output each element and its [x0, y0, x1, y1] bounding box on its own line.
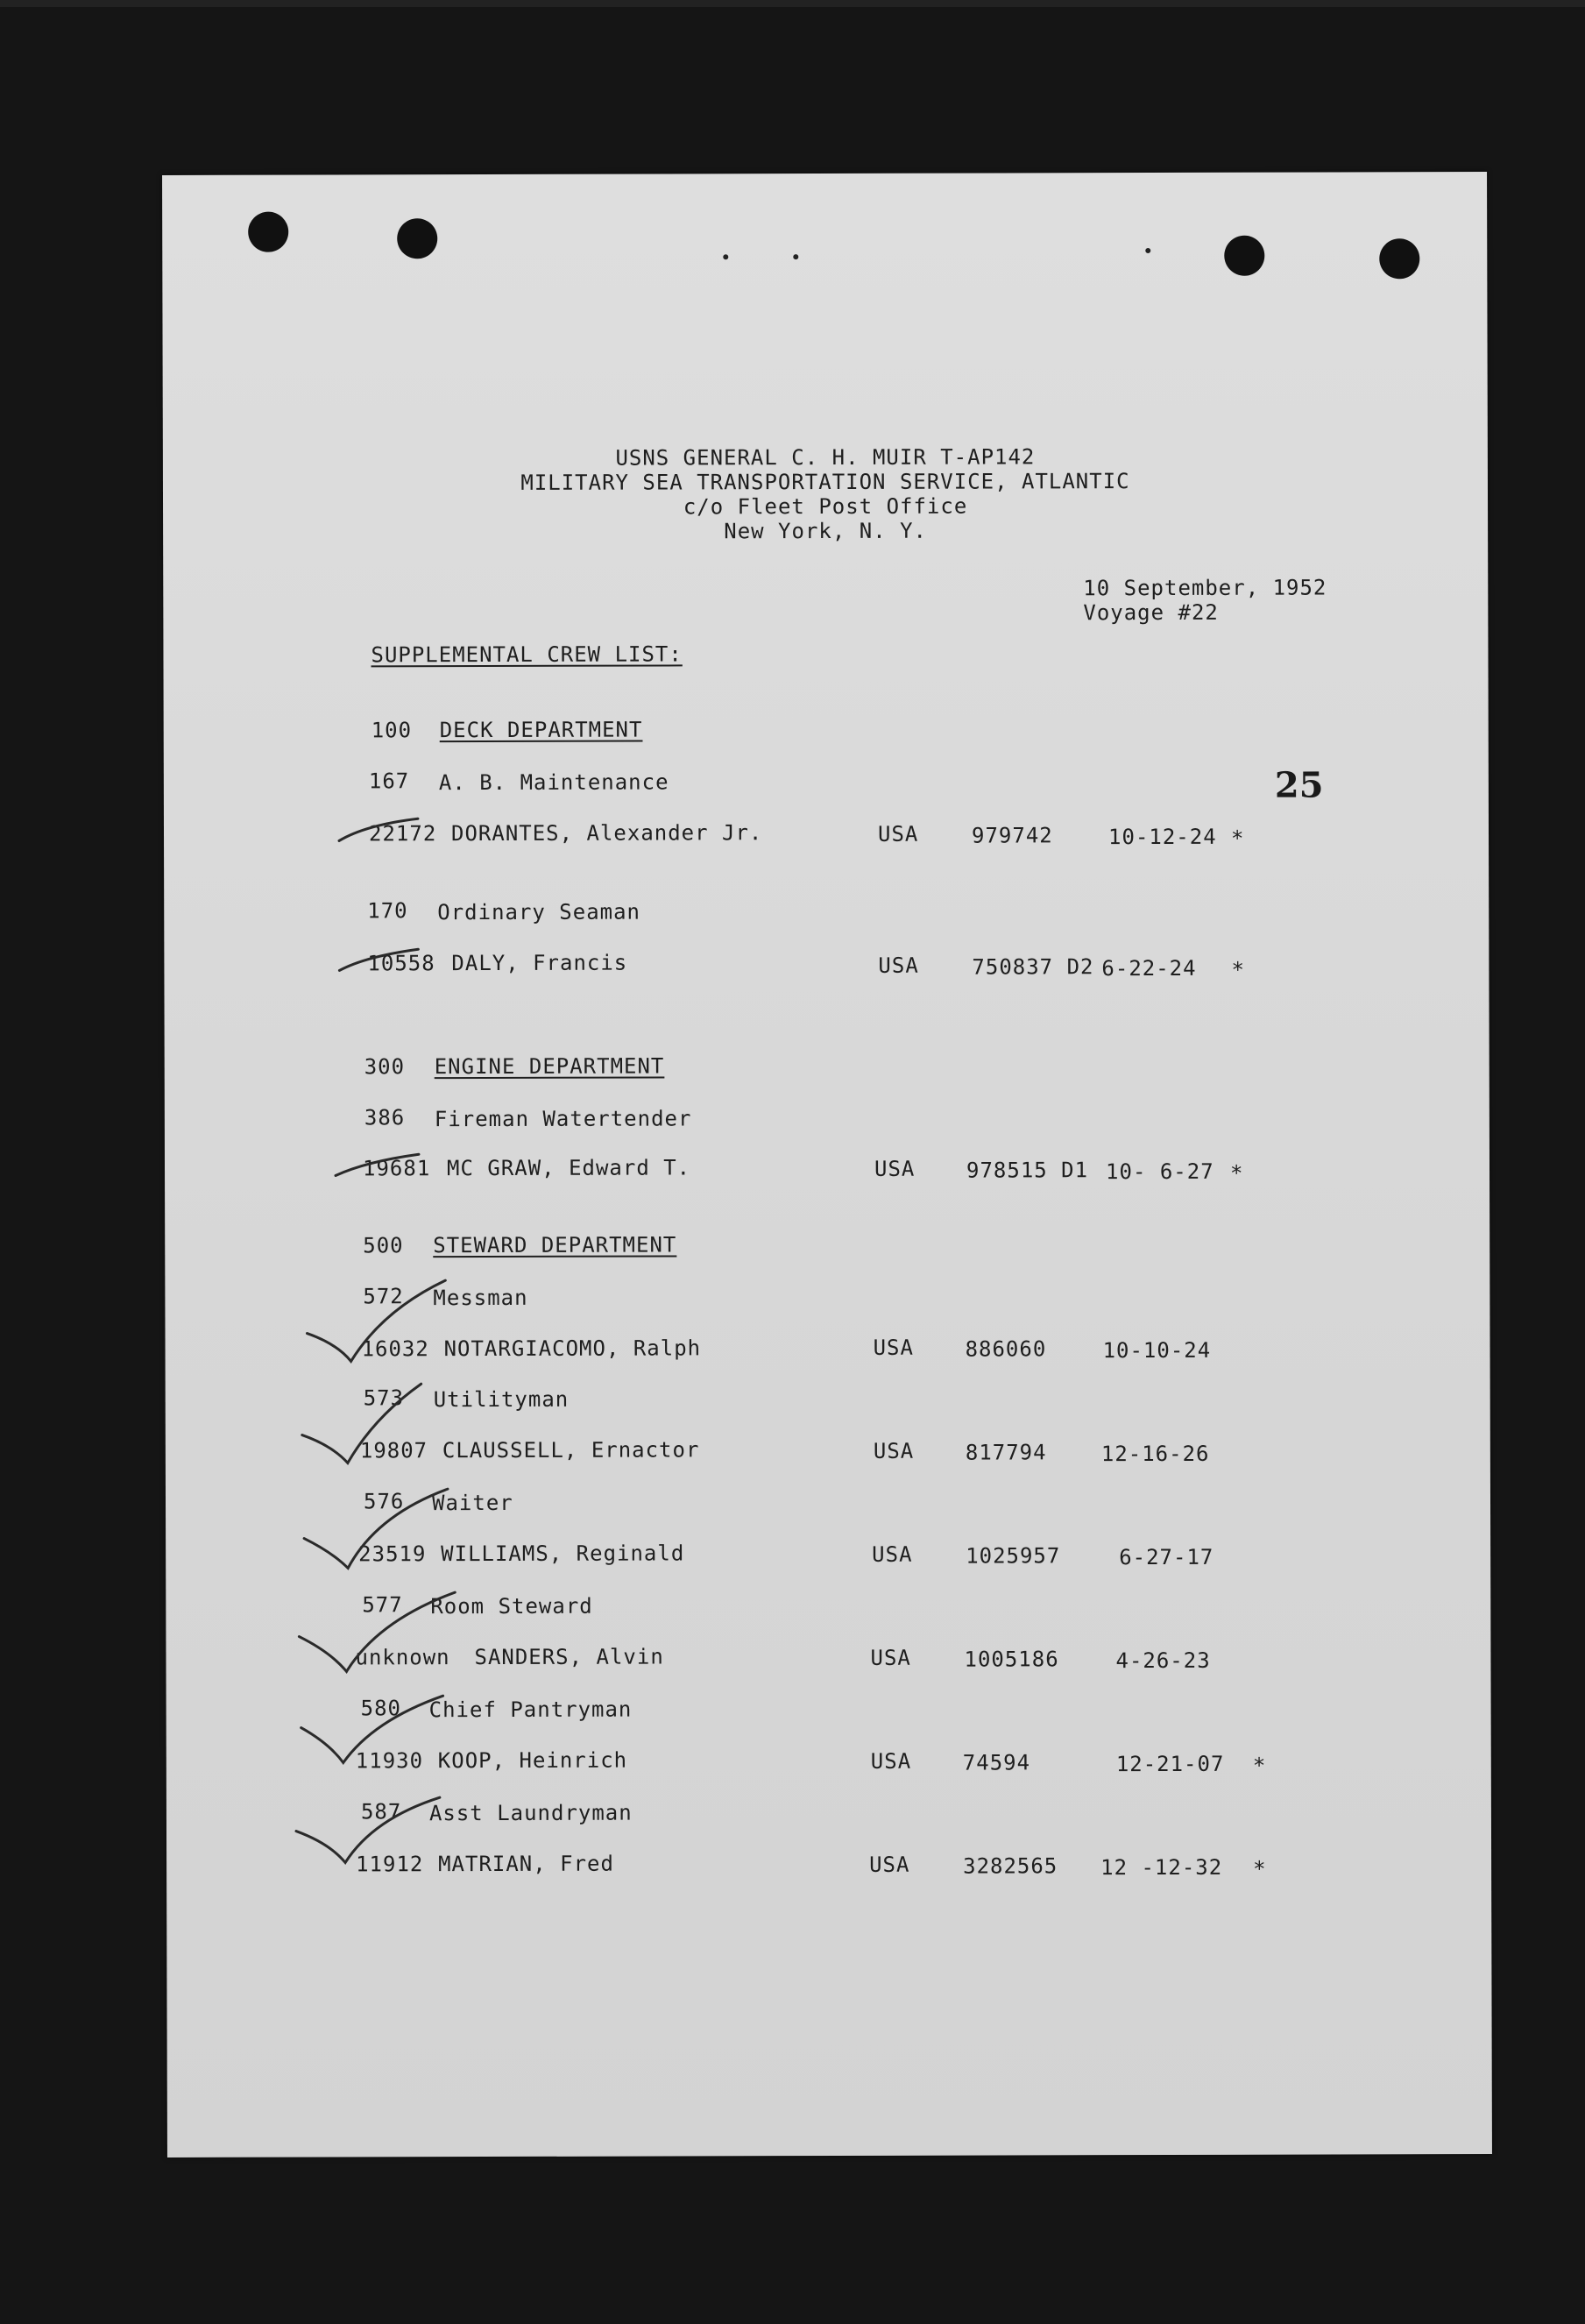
crew-name: KOOP, Heinrich	[437, 1747, 628, 1774]
crew-nationality: USA	[874, 1156, 916, 1181]
crew-document: 74594	[962, 1750, 1031, 1775]
rating-code: 386	[364, 1105, 406, 1130]
crew-document: 817794	[965, 1440, 1047, 1465]
paper-speck	[793, 254, 798, 259]
document-page	[162, 172, 1492, 2157]
city: New York, N. Y.	[724, 518, 928, 544]
crew-name: SANDERS, Alvin	[474, 1644, 664, 1670]
crew-document: 750837 D2	[972, 954, 1094, 980]
crew-number: 11912	[356, 1852, 424, 1877]
crew-number: 19807	[359, 1438, 428, 1463]
paper-speck	[723, 254, 728, 259]
department-code: 300	[364, 1054, 406, 1080]
punch-hole	[248, 212, 288, 252]
rating-title: Waiter	[431, 1490, 513, 1516]
rating-title: Fireman Watertender	[434, 1106, 692, 1132]
crew-nationality: USA	[873, 1335, 914, 1360]
rating-title: Messman	[433, 1285, 528, 1311]
page-number: 25	[1274, 764, 1324, 806]
ship-name: USNS GENERAL C. H. MUIR T-AP142	[615, 444, 1036, 471]
rating-title: A. B. Maintenance	[438, 769, 669, 796]
crew-birth-date: 6-22-24	[1101, 955, 1197, 981]
crew-name: DORANTES, Alexander Jr.	[450, 820, 763, 847]
crew-nationality: USA	[873, 1438, 915, 1463]
department-code: 500	[363, 1233, 404, 1258]
crew-document: 978515 D1	[966, 1158, 1089, 1183]
rating-code: 576	[363, 1489, 405, 1514]
crew-nationality: USA	[870, 1645, 911, 1670]
crew-name: CLAUSSELL, Ernactor	[442, 1437, 700, 1463]
crew-birth-date: 12 -12-32	[1100, 1854, 1223, 1881]
punch-hole	[1379, 238, 1419, 279]
crew-mark: *	[1230, 825, 1245, 851]
crew-birth-date: 10-10-24	[1102, 1337, 1212, 1364]
crew-nationality: USA	[877, 821, 919, 847]
crew-mark: *	[1229, 1160, 1244, 1186]
crew-number: 11930	[355, 1748, 424, 1774]
crew-birth-date: 12-21-07	[1115, 1751, 1225, 1777]
rating-code: 580	[360, 1696, 402, 1721]
rating-title: Asst Laundryman	[428, 1800, 633, 1826]
crew-document: 886060	[965, 1336, 1047, 1362]
crew-number: 19681	[362, 1156, 431, 1181]
rating-title: Room Steward	[430, 1593, 593, 1619]
document-date: 10 September, 1952	[1083, 575, 1327, 601]
crew-name: NOTARGIACOMO, Ralph	[443, 1336, 702, 1362]
crew-number: 10558	[367, 951, 435, 976]
paper-speck	[1145, 248, 1150, 253]
post-office: c/o Fleet Post Office	[683, 493, 968, 520]
crew-number: unknown	[355, 1645, 450, 1670]
rating-code: 572	[363, 1284, 404, 1309]
crew-birth-date: 4-26-23	[1115, 1647, 1211, 1674]
punch-hole	[397, 218, 437, 259]
department-name: STEWARD DEPARTMENT	[433, 1232, 677, 1258]
rating-code: 573	[363, 1385, 405, 1411]
crew-document: 1005186	[964, 1647, 1059, 1672]
crew-document: 979742	[971, 823, 1053, 848]
rating-title: Utilityman	[433, 1386, 570, 1413]
rating-title: Ordinary Seaman	[437, 899, 641, 925]
department-name: ENGINE DEPARTMENT	[434, 1053, 665, 1080]
crew-document: 3282565	[963, 1853, 1058, 1879]
crew-birth-date: 12-16-26	[1100, 1441, 1210, 1467]
crew-nationality: USA	[872, 1541, 913, 1567]
list-title: SUPPLEMENTAL CREW LIST:	[371, 641, 683, 668]
crew-name: MATRIAN, Fred	[438, 1851, 614, 1877]
crew-birth-date: 10- 6-27	[1105, 1158, 1214, 1185]
punch-hole	[1224, 236, 1264, 276]
crew-mark: *	[1252, 1753, 1267, 1778]
rating-code: 577	[362, 1592, 403, 1618]
rating-code: 587	[360, 1799, 402, 1824]
crew-mark: *	[1253, 1856, 1267, 1881]
crew-number: 22172	[368, 821, 437, 847]
crew-nationality: USA	[878, 953, 919, 978]
crew-name: WILLIAMS, Reginald	[441, 1541, 685, 1567]
crew-name: DALY, Francis	[451, 950, 628, 976]
crew-nationality: USA	[870, 1748, 912, 1774]
department-name: DECK DEPARTMENT	[439, 717, 643, 743]
rating-code: 167	[368, 769, 410, 794]
crew-document: 1025957	[966, 1543, 1061, 1569]
crew-birth-date: 10-12-24	[1107, 824, 1217, 850]
crew-number: 16032	[361, 1336, 429, 1362]
crew-birth-date: 6-27-17	[1119, 1544, 1214, 1570]
crew-nationality: USA	[869, 1852, 910, 1877]
crew-number: 23519	[358, 1541, 427, 1567]
department-code: 100	[371, 718, 413, 743]
rating-title: Chief Pantryman	[428, 1697, 633, 1723]
service-name: MILITARY SEA TRANSPORTATION SERVICE, ATLANTIC	[520, 469, 1130, 495]
rating-code: 170	[367, 898, 408, 924]
voyage-number: Voyage #22	[1083, 599, 1219, 626]
crew-mark: *	[1231, 957, 1245, 982]
crew-name: MC GRAW, Edward T.	[446, 1155, 691, 1181]
